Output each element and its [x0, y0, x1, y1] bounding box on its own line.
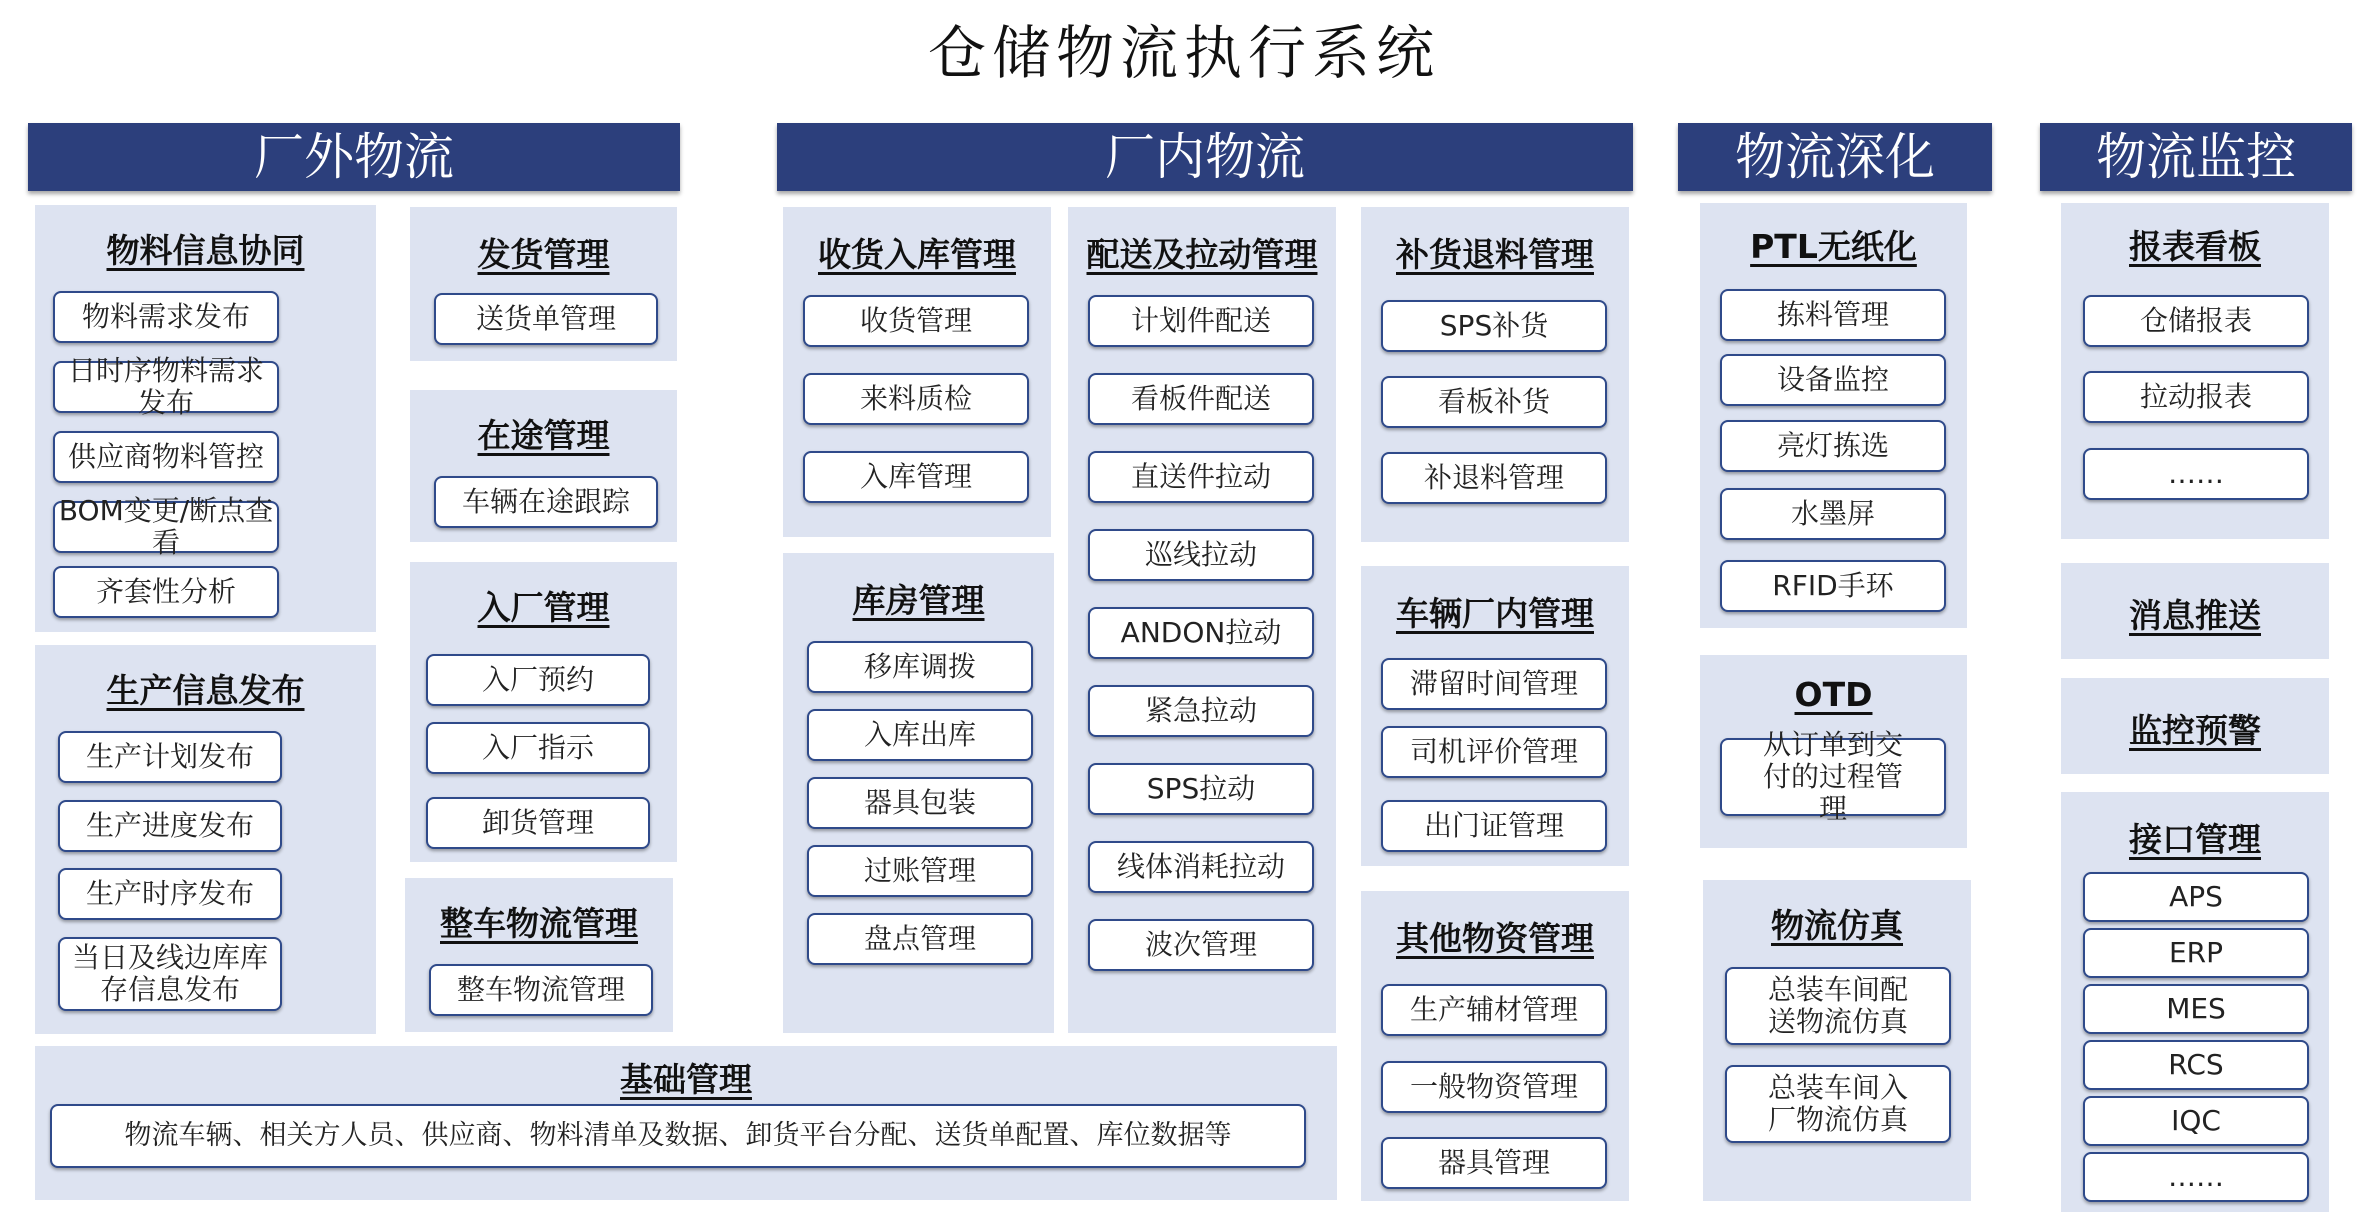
item-box[interactable]: 补退料管理: [1381, 452, 1607, 504]
panel-alert: [2061, 678, 2329, 774]
item-box[interactable]: 看板补货: [1381, 376, 1607, 428]
item-box[interactable]: 计划件配送: [1088, 295, 1314, 347]
panel-delivery-pull: [1068, 207, 1336, 1033]
item-box[interactable]: 线体消耗拉动: [1088, 841, 1314, 893]
item-box[interactable]: 拣料管理: [1720, 289, 1946, 341]
item-box[interactable]: RCS: [2083, 1040, 2309, 1090]
panel-title: 物料信息协同: [106, 231, 305, 270]
item-box[interactable]: ANDON拉动: [1088, 607, 1314, 659]
panel-title: 消息推送: [2129, 596, 2261, 635]
item-box[interactable]: RFID手环: [1720, 560, 1946, 612]
item-box[interactable]: 亮灯拣选: [1720, 420, 1946, 472]
panel-title: 入厂管理: [477, 588, 610, 627]
header-outer-logistics: 厂外物流: [28, 123, 680, 191]
item-box[interactable]: 器具管理: [1381, 1137, 1607, 1189]
panel-title: OTD: [1794, 675, 1873, 714]
item-box[interactable]: 生产时序发布: [58, 868, 282, 920]
panel-warehouse: [783, 553, 1054, 1033]
item-box[interactable]: 齐套性分析: [53, 566, 279, 618]
item-box[interactable]: SPS拉动: [1088, 763, 1314, 815]
panel-title: 生产信息发布: [106, 671, 305, 710]
item-box[interactable]: 总装车间入厂物流仿真: [1725, 1065, 1951, 1143]
item-box[interactable]: 卸货管理: [426, 797, 650, 849]
item-box[interactable]: APS: [2083, 872, 2309, 922]
item-box[interactable]: 司机评价管理: [1381, 726, 1607, 778]
item-box[interactable]: 入库出库: [807, 709, 1033, 761]
item-box[interactable]: BOM变更/断点查看: [53, 501, 279, 553]
item-box[interactable]: 移库调拨: [807, 641, 1033, 693]
item-box[interactable]: 送货单管理: [434, 293, 658, 345]
panel-in-transit: [410, 390, 677, 542]
panel-basic: [35, 1046, 1337, 1200]
panel-production-info: [35, 645, 376, 1034]
item-box[interactable]: 盘点管理: [807, 913, 1033, 965]
panel-title: 在途管理: [477, 416, 610, 455]
panel-shipping: [410, 207, 677, 361]
item-box[interactable]: 收货管理: [803, 295, 1029, 347]
item-box[interactable]: 生产计划发布: [58, 731, 282, 783]
header-inner-logistics: 厂内物流: [777, 123, 1633, 191]
panel-receiving: [783, 207, 1051, 537]
item-box[interactable]: 仓储报表: [2083, 295, 2309, 347]
panel-title: 库房管理: [852, 581, 985, 620]
item-box[interactable]: SPS补货: [1381, 300, 1607, 352]
panel-title: 接口管理: [2129, 820, 2261, 859]
item-box[interactable]: 生产辅材管理: [1381, 984, 1607, 1036]
panel-vehicle-inplant: [1361, 566, 1629, 866]
item-box[interactable]: 入库管理: [803, 451, 1029, 503]
panel-push: [2061, 563, 2329, 659]
item-box[interactable]: 滞留时间管理: [1381, 658, 1607, 710]
panel-entry: [410, 562, 677, 862]
panel-title: 基础管理: [620, 1060, 752, 1099]
item-box[interactable]: 拉动报表: [2083, 371, 2309, 423]
item-box[interactable]: 日时序物料需求发布: [53, 361, 279, 413]
item-box[interactable]: 紧急拉动: [1088, 685, 1314, 737]
item-box[interactable]: 水墨屏: [1720, 488, 1946, 540]
item-box[interactable]: 过账管理: [807, 845, 1033, 897]
header-logistics-deepening: 物流深化: [1678, 123, 1992, 191]
item-box[interactable]: 总装车间配送物流仿真: [1725, 967, 1951, 1045]
panel-title: PTL无纸化: [1750, 227, 1917, 266]
item-box[interactable]: MES: [2083, 984, 2309, 1034]
item-box[interactable]: 直送件拉动: [1088, 451, 1314, 503]
panel-title: 监控预警: [2129, 711, 2261, 750]
item-box[interactable]: ERP: [2083, 928, 2309, 978]
panel-other-materials: [1361, 891, 1629, 1201]
item-box[interactable]: ……: [2083, 448, 2309, 500]
panel-ptl: [1700, 203, 1967, 628]
item-box[interactable]: 供应商物料管控: [53, 431, 279, 483]
item-box[interactable]: 波次管理: [1088, 919, 1314, 971]
panel-title: 其他物资管理: [1396, 919, 1594, 958]
panel-vehicle-logistics: [405, 878, 673, 1032]
panel-simulation: [1703, 880, 1971, 1201]
item-box[interactable]: 入厂指示: [426, 722, 650, 774]
page-title: 仓储物流执行系统: [927, 19, 1440, 87]
panel-material-info: [35, 205, 376, 632]
panel-otd: [1700, 655, 1967, 848]
item-box[interactable]: 设备监控: [1720, 354, 1946, 406]
panel-title: 整车物流管理: [440, 904, 638, 943]
item-box[interactable]: 入厂预约: [426, 654, 650, 706]
panel-interface: [2061, 792, 2329, 1212]
item-box[interactable]: 从订单到交付的过程管理: [1720, 738, 1946, 816]
panel-title: 物流仿真: [1771, 906, 1903, 945]
panel-title: 补货退料管理: [1396, 235, 1594, 274]
item-box[interactable]: IQC: [2083, 1096, 2309, 1146]
panel-title: 配送及拉动管理: [1086, 235, 1318, 274]
panel-title: 报表看板: [2129, 227, 2261, 266]
item-box[interactable]: 物料需求发布: [53, 291, 279, 343]
item-box[interactable]: 来料质检: [803, 373, 1029, 425]
item-box[interactable]: 器具包装: [807, 777, 1033, 829]
panel-title: 发货管理: [477, 235, 610, 274]
header-logistics-monitoring: 物流监控: [2040, 123, 2352, 191]
item-box[interactable]: ……: [2083, 1152, 2309, 1202]
item-box[interactable]: 生产进度发布: [58, 800, 282, 852]
item-box[interactable]: 看板件配送: [1088, 373, 1314, 425]
panel-title: 车辆厂内管理: [1396, 594, 1594, 633]
item-box[interactable]: 整车物流管理: [429, 964, 653, 1016]
panel-title: 收货入库管理: [818, 235, 1016, 274]
panel-reports: [2061, 203, 2329, 539]
item-box[interactable]: 巡线拉动: [1088, 529, 1314, 581]
basic-content-box[interactable]: 物流车辆、相关方人员、供应商、物料清单及数据、卸货平台分配、送货单配置、库位数据等: [50, 1104, 1306, 1168]
panel-replenish: [1361, 207, 1629, 542]
item-box[interactable]: 当日及线边库库存信息发布: [58, 937, 282, 1011]
item-box[interactable]: 车辆在途跟踪: [434, 476, 658, 528]
item-box[interactable]: 出门证管理: [1381, 800, 1607, 852]
item-box[interactable]: 一般物资管理: [1381, 1061, 1607, 1113]
